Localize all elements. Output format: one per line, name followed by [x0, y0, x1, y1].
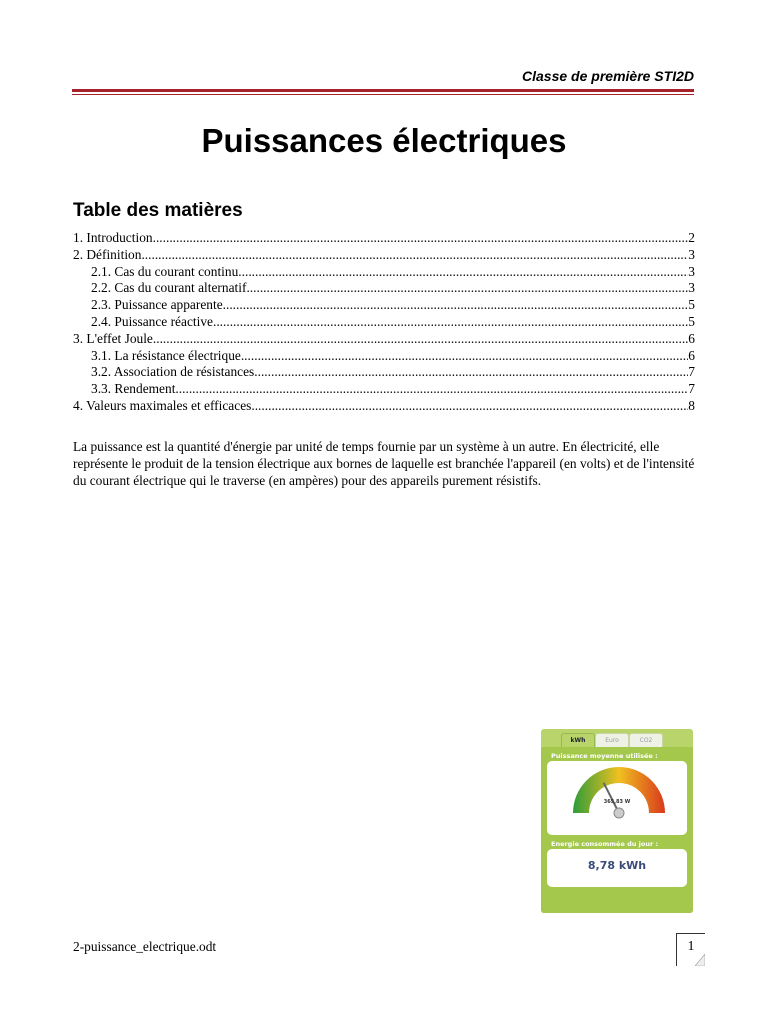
- energy-panel: [547, 849, 687, 887]
- power-panel: [547, 761, 687, 835]
- toc-leader-dots: [238, 264, 688, 281]
- toc-entry-label: 2.2. Cas du courant alternatif: [91, 280, 247, 296]
- energy-label: Energie consommée du jour :: [551, 840, 659, 848]
- power-label: Puissance moyenne utilisée :: [551, 752, 658, 760]
- toc-entry-page: 6: [688, 330, 695, 346]
- footer-filename: 2-puissance_electrique.odt: [73, 939, 217, 954]
- tab-co2[interactable]: CO2: [629, 733, 663, 747]
- page-curl-icon: [695, 954, 705, 966]
- document-title: Puissances électriques: [201, 122, 567, 159]
- toc-entry[interactable]: [73, 264, 695, 281]
- toc-entry-page: 3: [688, 246, 695, 262]
- toc-entry-label: 2.4. Puissance réactive: [91, 313, 213, 329]
- toc-entry[interactable]: [73, 230, 695, 247]
- power-reading: 365,83 W: [603, 799, 631, 805]
- toc-entry-page: 5: [688, 297, 695, 313]
- toc-leader-dots: [153, 331, 688, 348]
- toc-entry[interactable]: [73, 280, 695, 297]
- toc-leader-dots: [254, 364, 688, 381]
- toc-entry-label: 3.1. La résistance électrique: [91, 347, 241, 363]
- toc-entry-label: 3.2. Association de résistances: [91, 364, 255, 380]
- page-number-box: [676, 933, 705, 966]
- toc-leader-dots: [246, 280, 688, 297]
- page-number: 1: [687, 939, 695, 954]
- toc-leader-dots: [175, 381, 688, 398]
- toc-entry[interactable]: [73, 364, 695, 381]
- energy-meter-widget: [541, 729, 693, 913]
- energy-value: 8,78 kWh: [587, 859, 647, 872]
- toc-entry-page: 8: [688, 397, 695, 413]
- toc-entry-page: 2: [688, 230, 695, 245]
- toc-entry[interactable]: [73, 314, 695, 331]
- toc-heading: Table des matières: [73, 200, 243, 221]
- toc-entry-label: 3. L'effet Joule: [73, 330, 153, 346]
- toc-entry[interactable]: [73, 297, 695, 314]
- gauge-arc: [573, 767, 665, 813]
- toc-leader-dots: [213, 314, 688, 331]
- toc-leader-dots: [141, 247, 688, 264]
- tab-kwh[interactable]: kWh: [561, 733, 595, 747]
- toc-leader-dots: [241, 348, 688, 365]
- header-rule-thick: [72, 89, 694, 92]
- header-rule-thin: [72, 94, 694, 95]
- toc-leader-dots: [153, 230, 689, 247]
- toc-entry[interactable]: [73, 381, 695, 398]
- toc-entry-label: 2.1. Cas du courant continu: [91, 263, 239, 279]
- toc-entry-page: 3: [688, 263, 695, 279]
- toc-entry-page: 7: [688, 381, 695, 397]
- gauge-hub: [614, 808, 624, 818]
- table-of-contents: [73, 230, 695, 415]
- toc-entry-page: 7: [688, 364, 695, 380]
- toc-entry-page: 6: [688, 347, 695, 363]
- toc-leader-dots: [223, 297, 689, 314]
- toc-entry-label: 2.3. Puissance apparente: [91, 297, 223, 313]
- toc-entry[interactable]: [73, 247, 695, 264]
- gauge-icon: [547, 761, 687, 835]
- toc-entry[interactable]: [73, 398, 695, 415]
- toc-entry[interactable]: [73, 331, 695, 348]
- toc-entry-label: 1. Introduction: [73, 230, 153, 245]
- toc-entry-label: 4. Valeurs maximales et efficaces: [73, 397, 252, 413]
- class-header: Classe de première STI2D: [522, 68, 694, 84]
- toc-entry-label: 2. Définition: [73, 246, 142, 262]
- toc-entry-page: 3: [688, 280, 695, 296]
- toc-entry-page: 5: [688, 313, 695, 329]
- toc-entry-label: 3.3. Rendement: [91, 381, 176, 397]
- intro-paragraph: La puissance est la quantité d'énergie par unité de temps fournie par un système à un autre. En électricité, elle représente le produit de la tension électrique aux bornes de laquelle est branchée l'appareil (en volts) et de l'intensité du courant électrique qui le traverse (en ampères) pour des appareils purement résistifs.: [73, 439, 695, 488]
- tab-euro[interactable]: Euro: [595, 733, 629, 747]
- toc-leader-dots: [251, 398, 688, 415]
- toc-entry[interactable]: [73, 348, 695, 365]
